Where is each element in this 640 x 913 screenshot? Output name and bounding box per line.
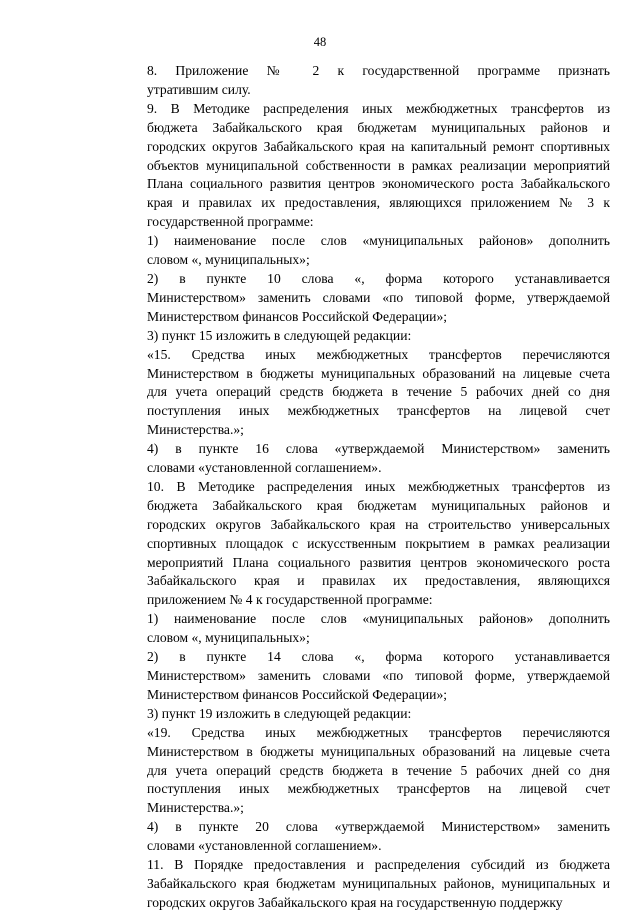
- paragraph: [106, 705, 610, 724]
- paragraph: [106, 100, 610, 232]
- text-line: Министерства.»;: [147, 800, 244, 816]
- paragraph: [106, 62, 610, 100]
- text-line: Министерством» заменить словами «по типовой форме, утверждаемой: [147, 668, 610, 683]
- text-line: 8. Приложение № 2 к государственной программе признать: [147, 63, 610, 78]
- text-line: 1) наименование после слов «муниципальных районов» дополнить: [147, 233, 610, 249]
- text-line: края и правилах их предоставления, являющихся приложением № 3 к: [147, 195, 610, 211]
- paragraph: [106, 610, 610, 648]
- text-line: 4) в пункте 20 слова «утверждаемой Министерством» заменить: [147, 819, 610, 835]
- text-line: «15. Средства иных межбюджетных трансфертов перечисляются: [147, 346, 610, 362]
- text-line: 3) пункт 15 изложить в следующей редакции:: [147, 327, 412, 343]
- text-line: 2) в пункте 14 слова «, форма которого устанавливается: [147, 649, 610, 665]
- text-line: городских округов Забайкальского края на капитальный ремонт спортивных: [147, 138, 610, 154]
- page-number: 48: [313, 35, 327, 49]
- text-line: словами «установленной соглашением».: [147, 838, 382, 854]
- text-line: 2) в пункте 10 слова «, форма которого устанавливается: [147, 270, 610, 286]
- text-line: 4) в пункте 16 слова «утверждаемой Министерством» заменить: [147, 441, 610, 457]
- text-line: объектов муниципальной собственности в рамках реализации мероприятий: [147, 157, 610, 173]
- text-line: словом «, муниципальных»;: [147, 630, 310, 646]
- paragraph: [106, 818, 610, 856]
- text-line: поступления иных межбюджетных трансфертов на лицевой счет: [147, 403, 610, 419]
- text-line: 1) наименование после слов «муниципальных районов» дополнить: [147, 611, 610, 627]
- text-line: Министерством в бюджеты муниципальных образований на лицевые счета: [147, 365, 610, 381]
- text-line: 10. В Методике распределения иных межбюджетных трансфертов из: [147, 478, 610, 494]
- text-line: городских округов Забайкальского края на строительство универсальных: [147, 516, 610, 532]
- paragraph: [106, 440, 610, 478]
- paragraph: [106, 648, 610, 705]
- text-line: городских округов Забайкальского края на государственную поддержку: [147, 894, 563, 910]
- text-line: для учета операций средств бюджета в течение 5 рабочих дней со дня: [147, 384, 610, 400]
- paragraph: [106, 232, 610, 270]
- text-line: Плана социального развития центров экономического роста Забайкальского: [147, 176, 610, 192]
- text-line: государственной программе:: [147, 214, 314, 230]
- text-line: 11. В Порядке предоставления и распределения субсидий из бюджета: [147, 857, 610, 873]
- text-line: 3) пункт 19 изложить в следующей редакции:: [147, 705, 412, 721]
- text-line: приложением № 4 к государственной программе:: [147, 592, 433, 608]
- text-line: Забайкальского края бюджетам муниципальных районов, муниципальных и: [147, 875, 610, 891]
- paragraph: [106, 346, 610, 441]
- text-line: спортивных площадок с искусственным покрытием в рамках реализации: [147, 535, 610, 551]
- paragraph: [106, 478, 610, 610]
- text-line: Министерством» заменить словами «по типовой форме, утверждаемой: [147, 289, 610, 305]
- text-line: Забайкальского края и правилах их предоставления, являющихся: [147, 573, 610, 589]
- text-line: Министерством финансов Российской Федерации»;: [147, 686, 448, 702]
- text-line: поступления иных межбюджетных трансфертов на лицевой счет: [147, 781, 610, 797]
- paragraph: [106, 270, 610, 327]
- text-line: утратившим силу.: [147, 81, 251, 97]
- text-line: Министерства.»;: [147, 422, 244, 438]
- text-line: бюджета Забайкальского края бюджетам муниципальных районов и: [147, 119, 610, 135]
- paragraph: [106, 327, 610, 346]
- text-line: бюджета Забайкальского края бюджетам муниципальных районов и: [147, 497, 610, 513]
- text-line: Министерством в бюджеты муниципальных образований на лицевые счета: [147, 743, 610, 759]
- text-line: 9. В Методике распределения иных межбюджетных трансфертов из: [147, 100, 610, 116]
- paragraph: [106, 856, 610, 913]
- text-line: Министерством финансов Российской Федерации»;: [147, 308, 448, 324]
- text-line: словами «установленной соглашением».: [147, 460, 382, 476]
- document-body: [106, 62, 610, 913]
- text-line: мероприятий Плана социального развития центров экономического роста: [147, 554, 610, 570]
- text-line: для учета операций средств бюджета в течение 5 рабочих дней со дня: [147, 762, 610, 778]
- paragraph: [106, 724, 610, 819]
- text-line: словом «, муниципальных»;: [147, 252, 310, 268]
- text-line: «19. Средства иных межбюджетных трансфертов перечисляются: [147, 724, 610, 740]
